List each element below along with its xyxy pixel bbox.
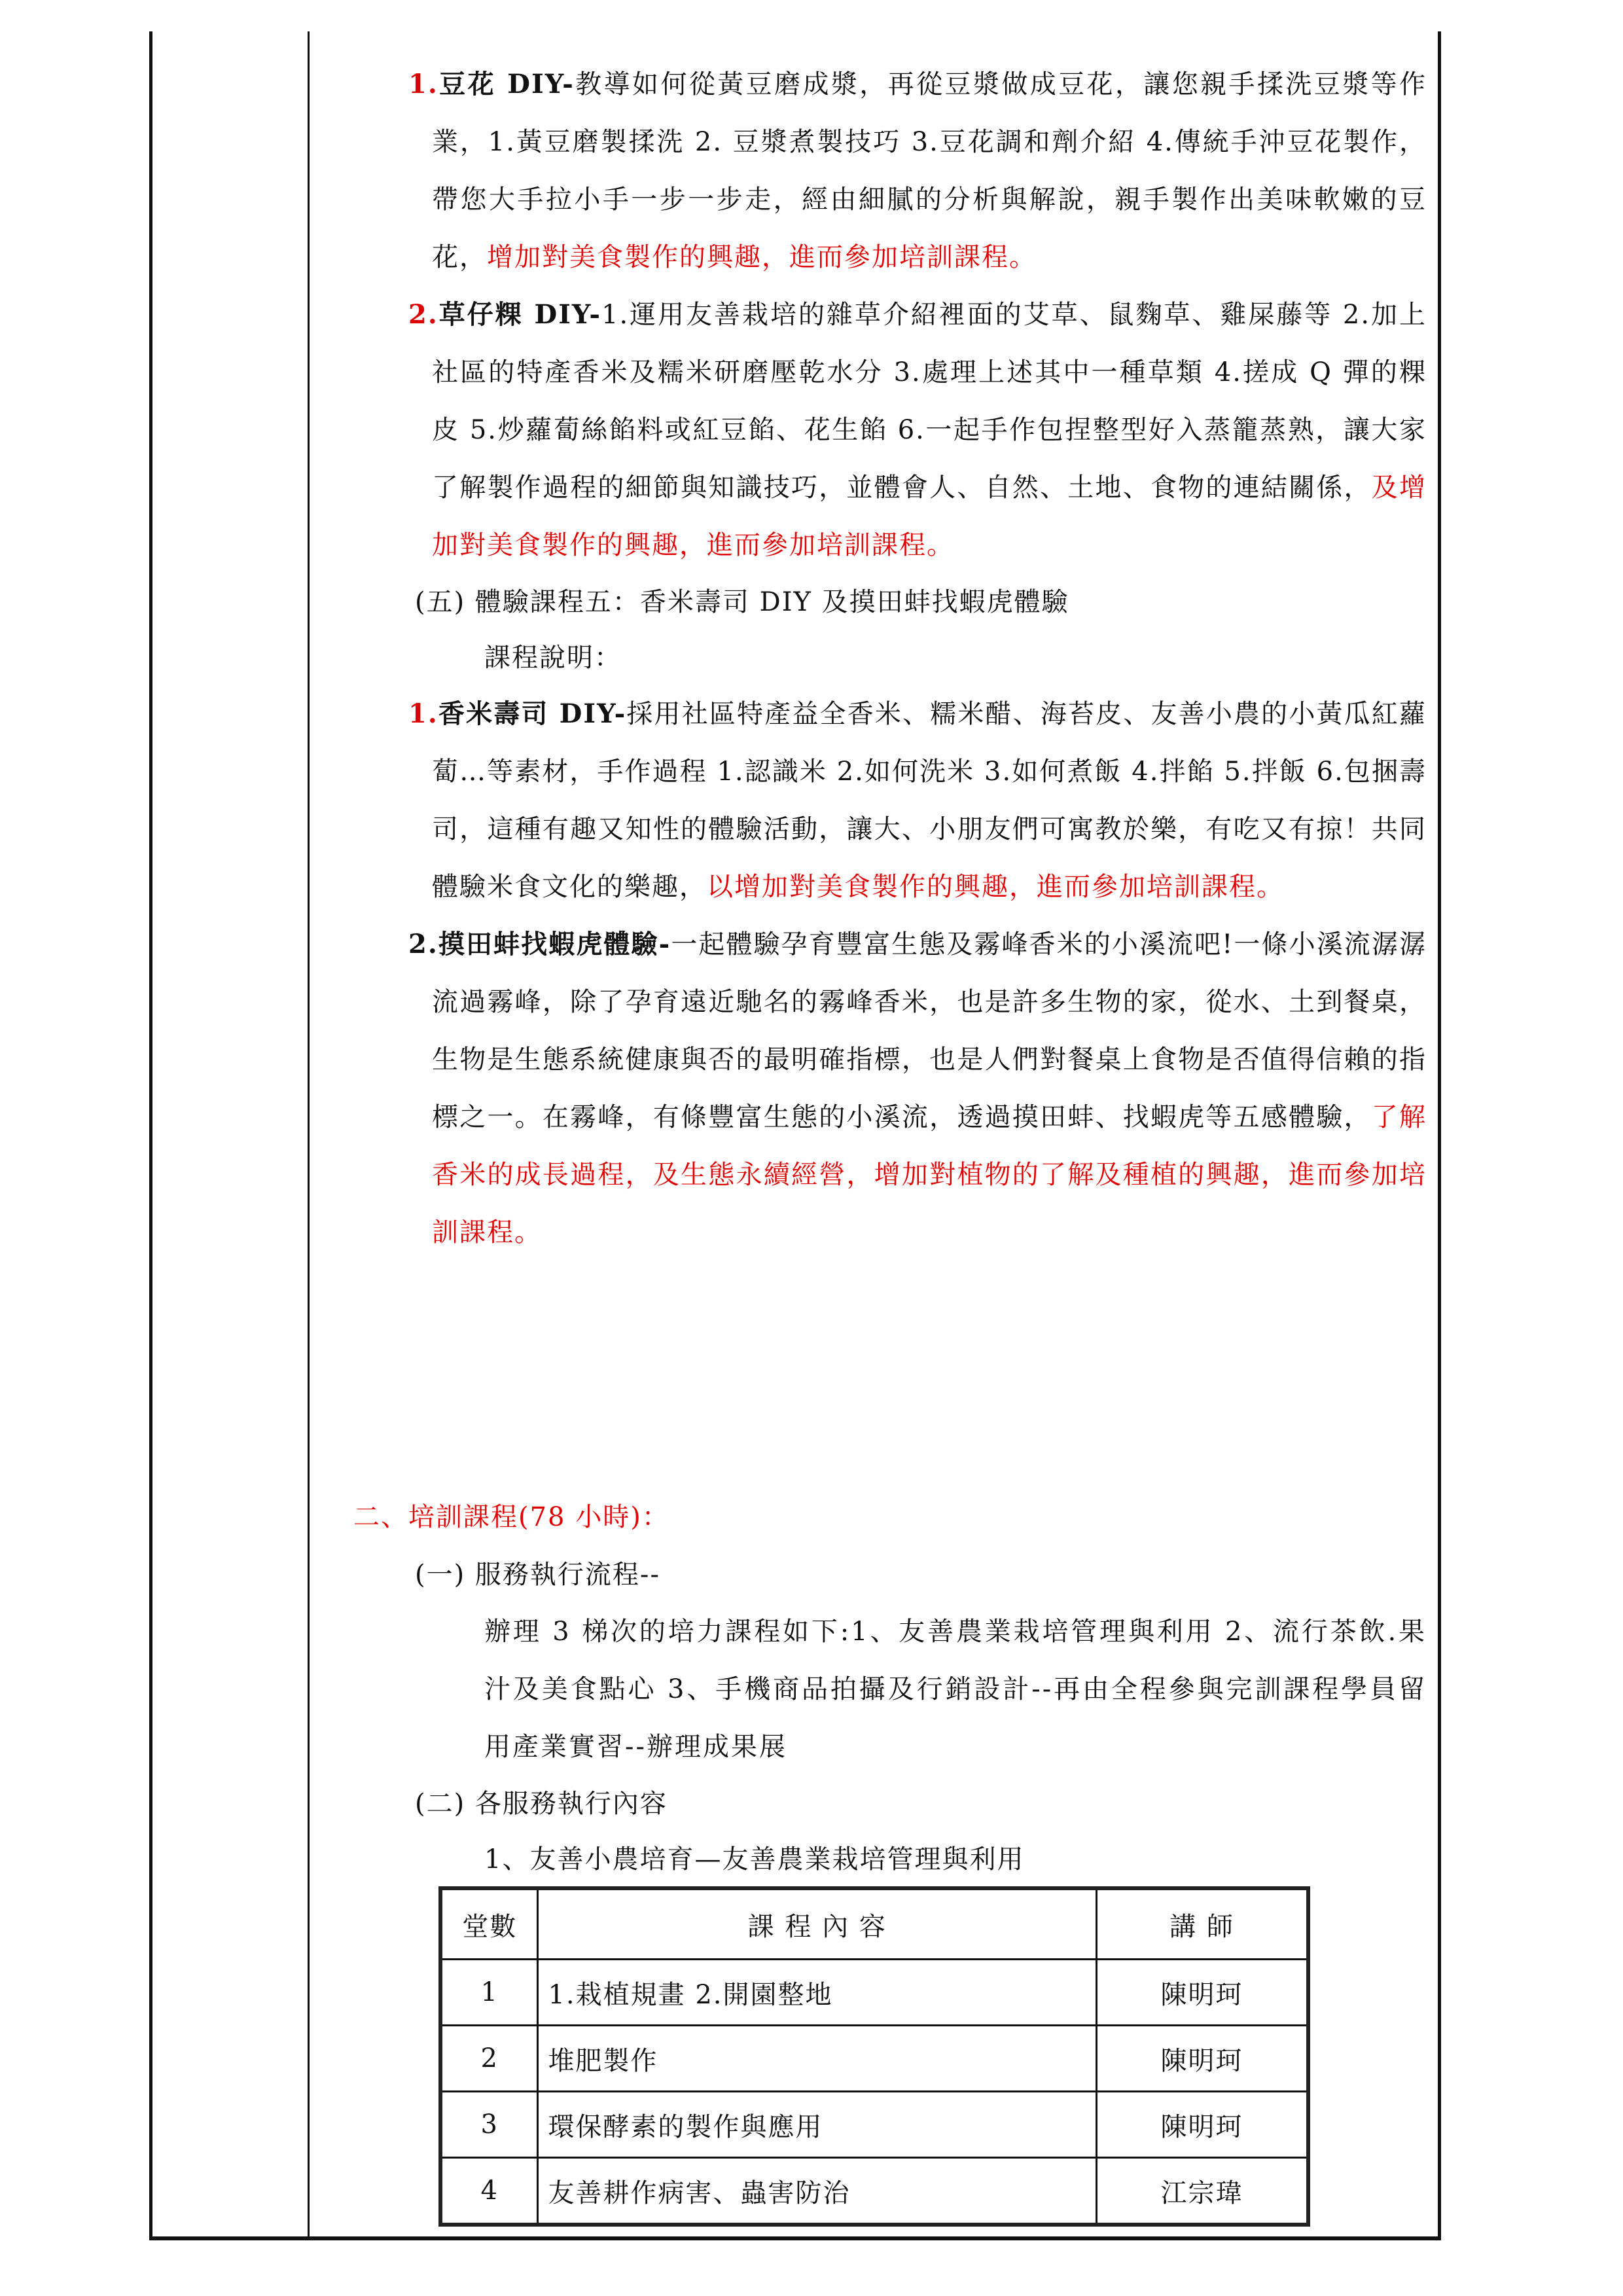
course-table (438, 1886, 1310, 2227)
header-session: 堂數 (440, 1888, 538, 1960)
list-item-caozaigui (353, 286, 1427, 574)
training-heading: 二、培訓課程(78 小時)： (353, 1502, 669, 1532)
item-text: 教導如何從黃豆磨成漿，再從豆漿做成豆花，讓您親手揉洗豆漿等作業，1.黃豆磨製揉洗 2. 豆漿煮製技巧 3.豆花調和劑介紹 4.傳統手沖豆花製作，帶您大手拉小手一步一步走，經由細膩的分析與解說，親手製作出美味軟嫩的豆花， (432, 69, 1427, 272)
cell-session: 4 (440, 2158, 538, 2225)
cell-session: 3 (440, 2092, 538, 2158)
list-item-tofu-pudding (353, 56, 1427, 286)
cell-content: 堆肥製作 (538, 2026, 1097, 2092)
item-number: 2. (408, 929, 438, 960)
table-row (440, 2092, 1308, 2158)
cell-instructor: 陳明珂 (1097, 1960, 1309, 2026)
header-instructor: 講 師 (1097, 1888, 1309, 1960)
item-title: 草仔粿 DIY- (438, 299, 602, 330)
cell-session: 2 (440, 2026, 538, 2092)
item-title: 豆花 DIY- (438, 69, 575, 99)
service-flow-paragraph: 辦理 3 梯次的培力課程如下:1、友善農業栽培管理與利用 2、流行茶飲.果汁及美食點心 3、手機商品拍攝及行銷設計--再由全程參與完訓課程學員留用產業實習--辦理成果展 (484, 1617, 1427, 1762)
course-description-label: 課程說明： (484, 643, 622, 673)
cell-instructor: 陳明珂 (1097, 2026, 1309, 2092)
item-number: 1. (408, 698, 438, 729)
service-flow-title: (一) 服務執行流程-- (415, 1560, 660, 1590)
table-row (440, 2158, 1308, 2225)
cell-content: 友善耕作病害、蟲害防治 (538, 2158, 1097, 2225)
document-body (353, 56, 1427, 1261)
item-number: 1. (408, 69, 438, 99)
cell-session: 1 (440, 1960, 538, 2026)
item-title: 香米壽司 DIY- (438, 698, 627, 729)
course-series-title: 1、友善小農培育—友善農業栽培管理與利用 (484, 1844, 1025, 1874)
item-red-text: 增加對美食製作的興趣，進而參加培訓課程。 (487, 242, 1037, 272)
item-red-text: 以增加對美食製作的興趣，進而參加培訓課程。 (707, 872, 1284, 902)
cell-content: 環保酵素的製作與應用 (538, 2092, 1097, 2158)
column-divider (308, 31, 310, 2240)
item-number: 2. (408, 299, 438, 330)
cell-content: 1.栽植規畫 2.開園整地 (538, 1960, 1097, 2026)
list-item-sushi (353, 685, 1427, 916)
table-header-row (440, 1888, 1308, 1960)
item-text: 一起體驗孕育豐富生態及霧峰香米的小溪流吧!一條小溪流潺潺流過霧峰，除了孕育遠近馳名的霧峰香米，也是許多生物的家，從水、土到餐桌，生物是生態系統健康與否的最明確指標，也是人們對餐桌上食物是否值得信賴的指標之一。在霧峰，有條豐富生態的小溪流，透過摸田蚌、找蝦虎等五感體驗， (432, 929, 1427, 1132)
item-title: 摸田蚌找蝦虎體驗- (438, 929, 671, 960)
training-section (353, 1488, 1427, 1887)
header-content: 課 程 內 容 (538, 1888, 1097, 1960)
service-content-title: (二) 各服務執行內容 (415, 1789, 668, 1819)
item-text: 1.運用友善栽培的雜草介紹裡面的艾草、鼠麴草、雞屎藤等 2.加上社區的特產香米及糯米研磨壓乾水分 3.處理上述其中一種草類 4.搓成 Q 彈的粿皮 5.炒蘿蔔絲餡料或紅豆餡、花生餡 6.一起手作包捏整型好入蒸籠蒸熟，讓大家了解製作過程的細節與知識技巧，並體會人、自然、土地、食物的連結關係， (432, 300, 1427, 503)
item-text: 採用社區特產益全香米、糯米醋、海苔皮、友善小農的小黃瓜紅蘿蔔…等素材，手作過程 1.認識米 2.如何洗米 3.如何煮飯 4.拌餡 5.拌飯 6.包捆壽司，這種有趣又知性的體驗活動，讓大、小朋友們可寓教於樂，有吃又有掠！共同體驗米食文化的樂趣， (432, 699, 1427, 902)
cell-instructor: 江宗瑋 (1097, 2158, 1309, 2225)
cell-instructor: 陳明珂 (1097, 2092, 1309, 2158)
list-item-clam-goby (353, 916, 1427, 1261)
item-red-text: 了解香米的成長過程，及生態永續經營，增加對植物的了解及種植的興趣，進而參加培訓課程。 (432, 1102, 1427, 1247)
section-five-title: (五) 體驗課程五：香米壽司 DIY 及摸田蚌找蝦虎體驗 (415, 587, 1069, 617)
table-row (440, 1960, 1308, 2026)
table-row (440, 2026, 1308, 2092)
item-red-text: 及增加對美食製作的興趣，進而參加培訓課程。 (432, 473, 1427, 560)
